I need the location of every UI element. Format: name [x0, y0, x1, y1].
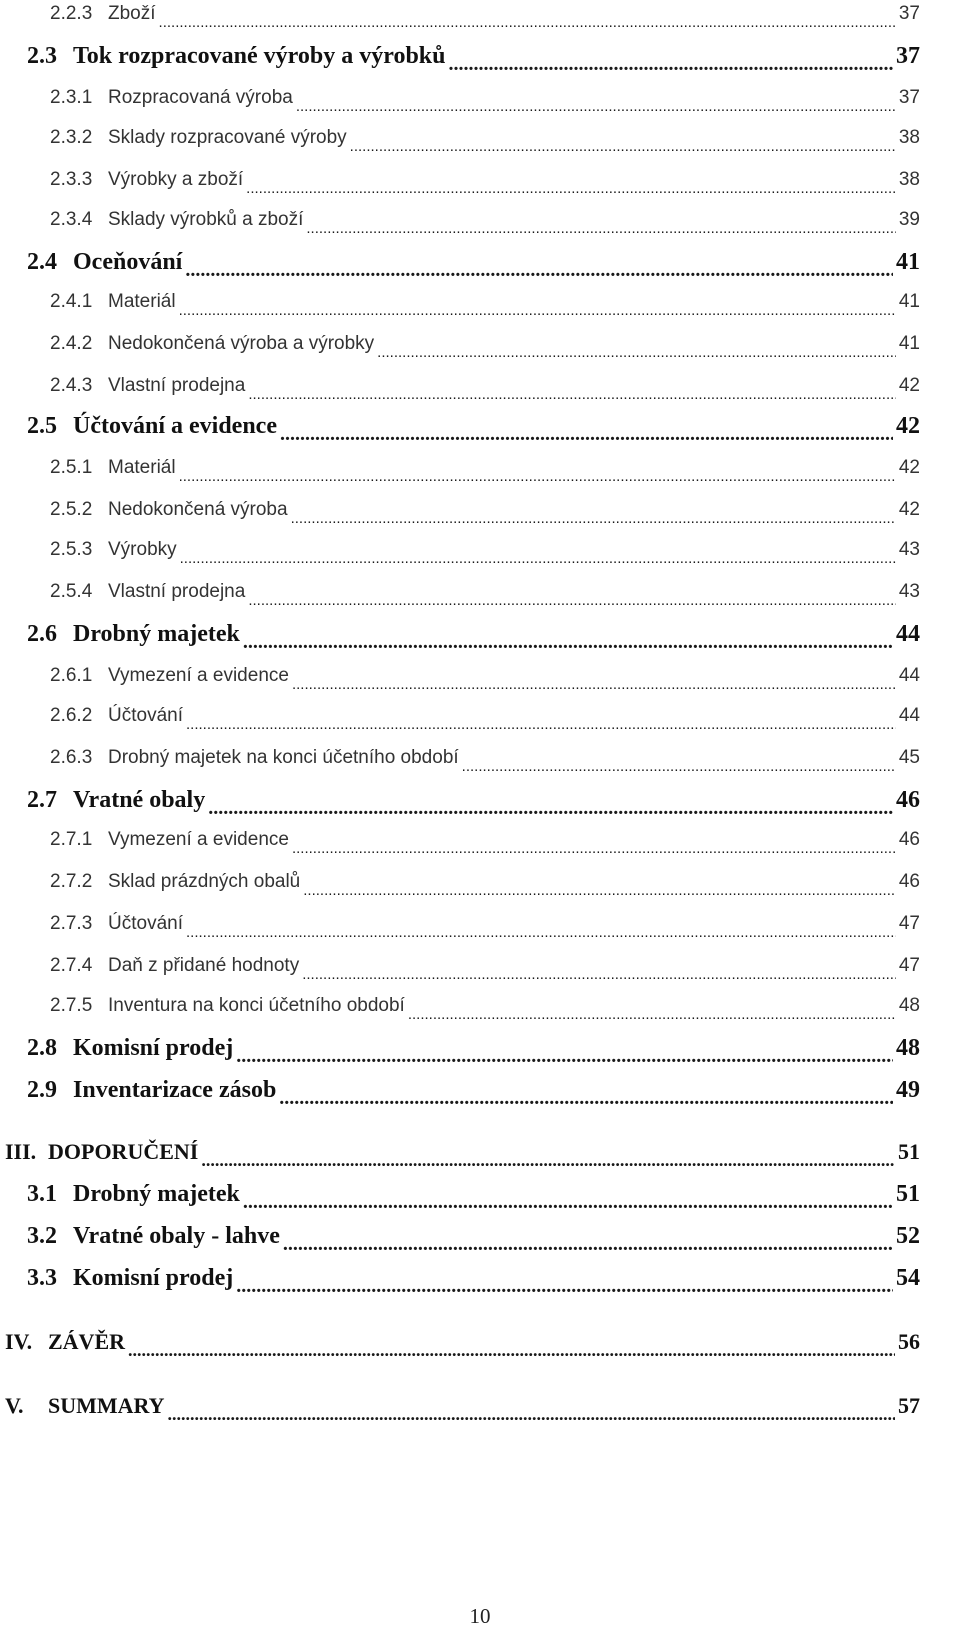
- toc-entry-title: Vymezení a evidence: [108, 829, 289, 850]
- toc-entry[interactable]: [50, 572, 920, 612]
- toc-entry-title: Vlastní prodejna: [108, 581, 246, 602]
- dot-leader: [159, 12, 896, 34]
- toc-entry-number: 2.5.4: [50, 581, 93, 602]
- toc-entry-number: 2.4.1: [50, 291, 93, 312]
- toc-entry-number: IV.: [5, 1329, 33, 1354]
- dot-leader: [246, 178, 896, 200]
- dot-leader: [248, 590, 896, 612]
- dot-leader: [179, 300, 896, 322]
- toc-entry[interactable]: [50, 282, 920, 322]
- toc-entry[interactable]: [50, 324, 920, 364]
- toc-entry-title: Inventarizace zásob: [73, 1076, 277, 1103]
- toc-entry-page: 42: [896, 412, 920, 439]
- dot-leader: [283, 1232, 893, 1256]
- toc-entry-title: SUMMARY: [48, 1393, 165, 1418]
- toc-entry-number: 2.7.3: [50, 913, 93, 934]
- dot-leader: [292, 838, 896, 860]
- toc-entry-number: 2.6.1: [50, 665, 93, 686]
- dot-leader: [296, 96, 896, 118]
- toc-entry[interactable]: [50, 862, 920, 902]
- dot-leader: [243, 1190, 893, 1214]
- toc-entry-page: 37: [898, 87, 920, 108]
- toc-entry-title: Komisní prodej: [73, 1034, 234, 1061]
- toc-entry-page: 42: [898, 499, 920, 520]
- toc-entry-number: 2.7.2: [50, 871, 93, 892]
- toc-entry-number: 2.9: [27, 1076, 57, 1103]
- toc-entry[interactable]: [50, 904, 920, 944]
- dot-leader: [208, 796, 893, 820]
- toc-entry-page: 43: [898, 581, 920, 602]
- dot-leader: [243, 630, 893, 654]
- toc-entry-number: 2.7: [27, 786, 57, 813]
- toc-entry-number: 2.3: [27, 42, 57, 69]
- toc-entry-page: 39: [898, 209, 920, 230]
- toc-entry-number: 2.5.1: [50, 457, 93, 478]
- dot-leader: [179, 466, 896, 488]
- toc-entry-page: 41: [896, 248, 920, 275]
- toc-entry[interactable]: [5, 1132, 920, 1172]
- toc-entry-number: 2.8: [27, 1034, 57, 1061]
- toc-entry[interactable]: [50, 448, 920, 488]
- toc-entry-page: 37: [898, 3, 920, 24]
- toc-entry[interactable]: [27, 614, 920, 654]
- toc-entry-number: 2.4.3: [50, 375, 93, 396]
- toc-entry-page: 47: [898, 955, 920, 976]
- toc-entry-title: Materiál: [108, 457, 176, 478]
- toc-entry-title: Účtování: [108, 913, 183, 934]
- toc-entry-title: Sklad prázdných obalů: [108, 871, 301, 892]
- toc-entry[interactable]: [50, 696, 920, 736]
- toc-entry[interactable]: [27, 1028, 920, 1068]
- toc-entry-page: 51: [896, 1180, 920, 1207]
- dot-leader: [291, 508, 896, 530]
- toc-entry-number: 2.4.2: [50, 333, 93, 354]
- toc-entry-page: 41: [898, 291, 920, 312]
- toc-entry-number: 2.7.1: [50, 829, 93, 850]
- toc-entry-number: 2.5: [27, 412, 57, 439]
- toc-entry-page: 38: [898, 169, 920, 190]
- toc-entry[interactable]: [27, 1070, 920, 1110]
- toc-entry-title: DOPORUČENÍ: [48, 1139, 199, 1164]
- toc-entry-title: Sklady rozpracované výroby: [108, 127, 347, 148]
- dot-leader: [279, 1086, 893, 1110]
- dot-leader: [236, 1044, 893, 1068]
- toc-entry-number: 3.3: [27, 1264, 57, 1291]
- toc-entry[interactable]: [27, 242, 920, 282]
- toc-entry-title: Nedokončená výroba: [108, 499, 288, 520]
- toc-entry-title: Účtování: [108, 705, 183, 726]
- toc-entry-title: ZÁVĚR: [48, 1329, 126, 1354]
- toc-entry-title: Výrobky a zboží: [108, 169, 244, 190]
- toc-entry-title: Vlastní prodejna: [108, 375, 246, 396]
- toc-entry-number: 2.6.2: [50, 705, 93, 726]
- toc-entry-page: 56: [898, 1329, 920, 1354]
- dot-leader: [449, 52, 893, 76]
- toc-entry-number: 2.3.4: [50, 209, 93, 230]
- toc-entry[interactable]: [50, 986, 920, 1026]
- toc-entry-number: 3.1: [27, 1180, 57, 1207]
- toc-entry-title: Materiál: [108, 291, 176, 312]
- toc-entry[interactable]: [50, 946, 920, 986]
- toc-entry-page: 41: [898, 333, 920, 354]
- dot-leader: [186, 922, 896, 944]
- toc-entry-title: Drobný majetek na konci účetního období: [108, 747, 459, 768]
- toc-entry-page: 42: [898, 457, 920, 478]
- toc-entry-number: III.: [5, 1139, 37, 1164]
- toc-entry[interactable]: [27, 780, 920, 820]
- toc-entry[interactable]: [5, 1322, 920, 1362]
- toc-entry-page: 57: [898, 1393, 920, 1418]
- toc-entry-title: Drobný majetek: [73, 1180, 240, 1207]
- toc-entry-page: 46: [896, 786, 920, 813]
- dot-leader: [180, 548, 896, 570]
- toc-entry-page: 54: [896, 1264, 920, 1291]
- page-number: 10: [469, 1604, 491, 1628]
- toc-entry-title: Účtování a evidence: [73, 412, 277, 439]
- toc-entry[interactable]: [50, 530, 920, 570]
- toc-entry[interactable]: [50, 738, 920, 778]
- toc-entry[interactable]: [5, 1386, 920, 1426]
- dot-leader: [236, 1274, 893, 1298]
- toc-entry-page: 42: [898, 375, 920, 396]
- dot-leader: [302, 964, 896, 986]
- toc-entry-page: 49: [896, 1076, 920, 1103]
- dot-leader: [408, 1004, 896, 1026]
- dot-leader: [306, 218, 895, 240]
- dot-leader: [201, 1148, 895, 1172]
- toc-entry-page: 45: [898, 747, 920, 768]
- toc-entry-page: 44: [898, 665, 920, 686]
- toc-entry-page: 37: [896, 42, 920, 69]
- toc-entry-title: Daň z přidané hodnoty: [108, 955, 300, 976]
- toc-entry-page: 47: [898, 913, 920, 934]
- toc-entry[interactable]: [27, 406, 920, 446]
- toc-entry[interactable]: [27, 36, 920, 76]
- toc-entry[interactable]: [50, 366, 920, 406]
- toc-entry-title: Vymezení a evidence: [108, 665, 289, 686]
- toc-entry-title: Komisní prodej: [73, 1264, 234, 1291]
- toc-entry-page: 44: [898, 705, 920, 726]
- toc-entry-title: Sklady výrobků a zboží: [108, 209, 304, 230]
- toc-entry[interactable]: [50, 78, 920, 118]
- toc-entry-title: Zboží: [108, 3, 156, 24]
- toc-entry-number: 2.7.4: [50, 955, 93, 976]
- dot-leader: [280, 422, 893, 446]
- toc-entry-page: 46: [898, 871, 920, 892]
- toc-entry[interactable]: [50, 0, 920, 34]
- toc-entry-title: Inventura na konci účetního období: [108, 995, 405, 1016]
- toc-entry-title: Oceňování: [73, 248, 183, 275]
- toc-entry[interactable]: [50, 160, 920, 200]
- toc-entry-title: Vratné obaly: [73, 786, 206, 813]
- toc-entry-number: 2.4: [27, 248, 57, 275]
- toc-entry-title: Výrobky: [108, 539, 177, 560]
- toc-entry-title: Vratné obaly - lahve: [73, 1222, 280, 1249]
- toc-entry-number: 2.7.5: [50, 995, 93, 1016]
- toc-entry-page: 38: [898, 127, 920, 148]
- toc-entry-page: 46: [898, 829, 920, 850]
- toc-entry-number: 2.3.3: [50, 169, 93, 190]
- toc-entry-number: 2.5.2: [50, 499, 93, 520]
- dot-leader: [462, 756, 896, 778]
- dot-leader: [185, 258, 893, 282]
- dot-leader: [186, 714, 896, 736]
- toc-entry[interactable]: [27, 1174, 920, 1214]
- toc-entry[interactable]: [50, 656, 920, 696]
- toc-entry-number: 2.2.3: [50, 3, 93, 24]
- toc-entry[interactable]: [50, 490, 920, 530]
- dot-leader: [128, 1338, 895, 1362]
- toc-entry-page: 51: [898, 1139, 920, 1164]
- toc-entry-number: 2.6: [27, 620, 57, 647]
- toc-entry[interactable]: [27, 1258, 920, 1298]
- dot-leader: [292, 674, 896, 696]
- toc-entry-title: Nedokončená výroba a výrobky: [108, 333, 375, 354]
- toc-entry[interactable]: [27, 1216, 920, 1256]
- dot-leader: [168, 1402, 895, 1426]
- dot-leader: [248, 384, 896, 406]
- toc-entry-number: 3.2: [27, 1222, 57, 1249]
- toc-entry-number: 2.3.1: [50, 87, 93, 108]
- dot-leader: [377, 342, 896, 364]
- toc-entry[interactable]: [50, 820, 920, 860]
- toc-entry-page: 44: [896, 620, 920, 647]
- toc-entry-title: Rozpracovaná výroba: [108, 87, 293, 108]
- toc-entry-number: 2.6.3: [50, 747, 93, 768]
- toc-entry-number: 2.5.3: [50, 539, 93, 560]
- toc-entry[interactable]: [50, 118, 920, 158]
- toc-entry-page: 43: [898, 539, 920, 560]
- toc-entry-page: 48: [898, 995, 920, 1016]
- toc-entry-page: 52: [896, 1222, 920, 1249]
- toc-entry-title: Tok rozpracované výroby a výrobků: [73, 42, 446, 69]
- toc-entry-page: 48: [896, 1034, 920, 1061]
- dot-leader: [303, 880, 896, 902]
- dot-leader: [350, 136, 896, 158]
- toc-entry-number: V.: [5, 1393, 24, 1418]
- toc-entry-number: 2.3.2: [50, 127, 93, 148]
- toc-entry-title: Drobný majetek: [73, 620, 240, 647]
- toc-entry[interactable]: [50, 200, 920, 240]
